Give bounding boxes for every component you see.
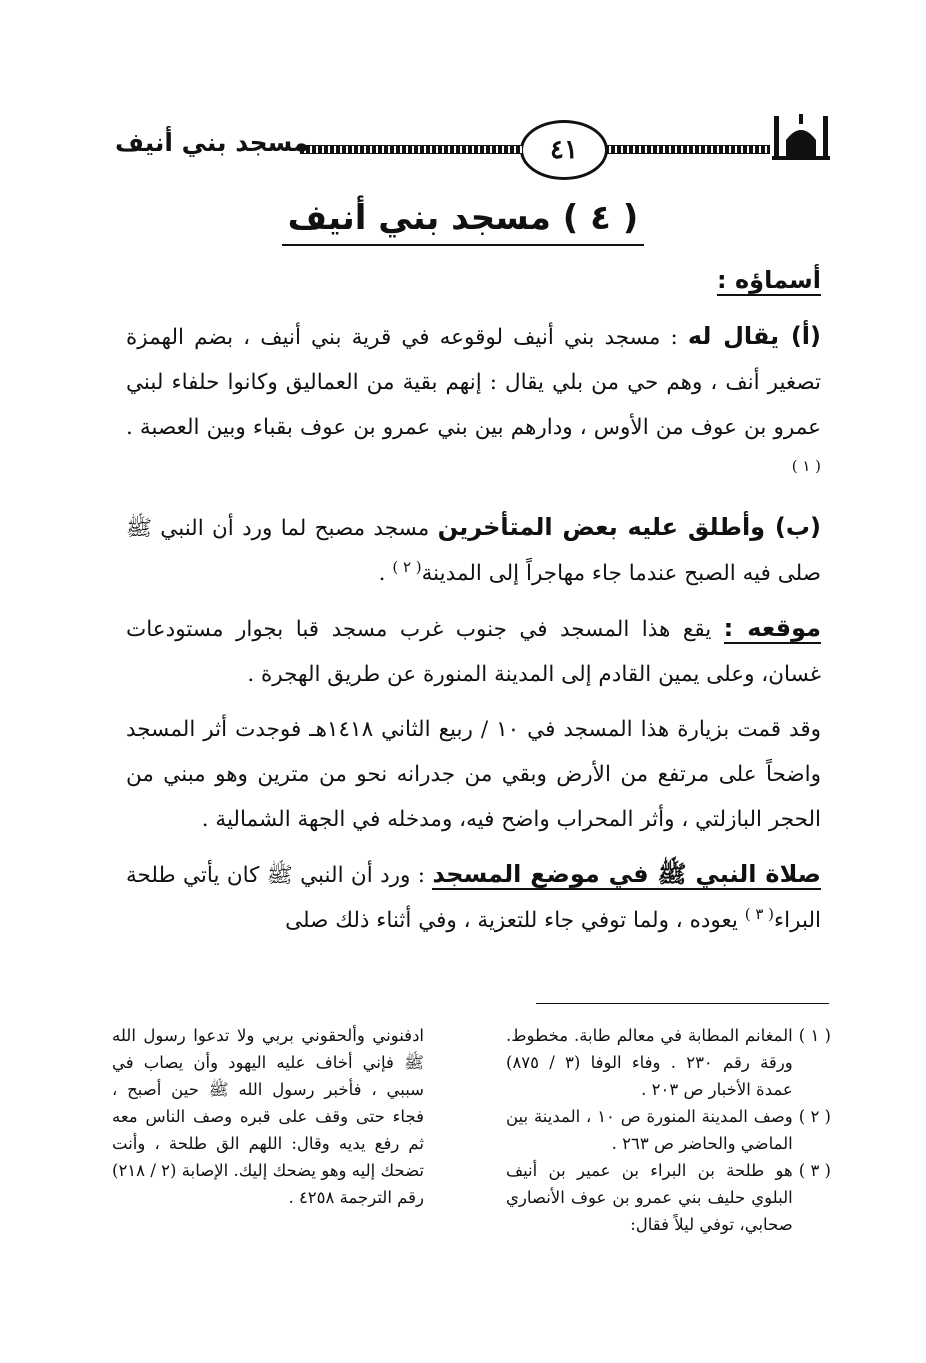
footnote-continuation: ادفنوني وألحقوني بربي ولا تدعوا رسول الله ﷺ فإني أخاف عليه اليهود وأن يصاب في سببي ، فأخبر رسول الله ﷺ حين أصبح ، فجاء حتى وقف على قبره وصف الناس معه ثم رفع يديه وقال: اللهم الق طلحة ، وأنت تضحك إليه وهو يضحك إليك. الإصابة (٢ / ٢١٨) رقم الترجمة ٤٢٥٨ .: [112, 1026, 424, 1207]
footnote-item: [506, 1103, 831, 1157]
running-title: مسجد بني أنيف: [115, 128, 309, 157]
header-ornament-left: [300, 145, 522, 154]
para-b-text: مسجد مصبح لما ورد أن النبي ﷺ صلى فيه الصبح عندما جاء مهاجراً إلى المدينة: [126, 516, 821, 586]
paragraph-b: [126, 505, 821, 596]
footnote-text: المغانم المطابة في معالم طابة. مخطوط. ورقة رقم ٢٣٠ . وفاء الوفا (٣ / ٨٧٥) عمدة الأخبار ص ٢٠٣ .: [506, 1026, 793, 1099]
names-heading: أسماؤه :: [717, 266, 821, 294]
chapter-title-text: ( ٤ ) مسجد بني أنيف: [282, 198, 645, 246]
footnotes-right-column: [506, 1022, 831, 1238]
para-b-mark: (ب) وأطلق عليه بعض المتأخرين: [437, 513, 821, 541]
location-paragraph: [126, 606, 821, 697]
footnote-ref-3: ( ٣ ): [744, 904, 775, 923]
footnote-number: ( ٣ ): [798, 1161, 831, 1180]
chapter-title: [0, 198, 926, 238]
footnote-ref-1: ( ١ ): [791, 456, 821, 475]
prayer-paragraph: [126, 852, 821, 943]
prayer-text-1: : ورد أن النبي ﷺ كان يأتي طلحة البراء: [126, 863, 821, 933]
header-ornament-right: [605, 145, 770, 154]
main-text: [126, 258, 821, 953]
para-b-end: .: [378, 561, 393, 586]
prayer-heading: صلاة النبي ﷺ في موضع المسجد: [432, 860, 822, 888]
footnotes-left-column: [112, 1022, 424, 1211]
footnote-text: هو طلحة بن البراء بن عمير بن أنيف البلوي حليف بني عمرو بن عوف الأنصاري صحابي، توفي ليلاً فقال:: [506, 1161, 793, 1234]
mosque-logo-icon: [772, 112, 830, 162]
paragraph-a: [126, 314, 821, 495]
footnote-item: [506, 1022, 831, 1103]
location-text: يقع هذا المسجد في جنوب غرب مسجد قبا بجوار مستودعات غسان، وعلى يمين القادم إلى المدينة المنورة عن طريق الهجرة .: [126, 617, 821, 687]
names-heading-para: [126, 258, 821, 304]
visit-text: وقد قمت بزيارة هذا المسجد في ١٠ / ربيع الثاني ١٤١٨هـ فوجدت أثر المسجد واضحاً على مرتفع من الأرض وبقي من جدرانه نحو من مترين وهو مبني من الحجر البازلتي ، وأثر المحراب واضح فيه، ومدخله في الجهة الشمالية .: [126, 717, 821, 832]
location-heading: موقعه :: [723, 614, 821, 642]
footnote-ref-2: ( ٢ ): [392, 557, 422, 576]
prayer-text-2: يعوده ، ولما توفي جاء للتعزية ، وفي أثناء ذلك صلى: [285, 908, 745, 933]
para-a-text: : مسجد بني أنيف لوقوعه في قرية بني أنيف ، بضم الهمزة تصغير أنف ، وهم حي من بلي يقال : إنهم بقية من العماليق وكانوا حلفاء لبني عمرو بن عوف من الأوس ، ودارهم بين بني عمرو بن عوف بقباء وبين العصبة .: [126, 325, 821, 440]
page-header: [115, 108, 830, 188]
footnote-divider: [536, 1003, 829, 1004]
footnote-item: [506, 1157, 831, 1238]
para-a-mark: (أ) يقال له: [687, 322, 821, 350]
footnote-number: ( ٢ ): [798, 1107, 831, 1126]
footnote-number: ( ١ ): [798, 1026, 831, 1045]
visit-paragraph: [126, 707, 821, 842]
page-number: ٤١: [520, 120, 608, 180]
footnote-text: وصف المدينة المنورة ص ١٠ ، المدينة بين الماضي والحاضر ص ٢٦٣ .: [506, 1107, 793, 1153]
